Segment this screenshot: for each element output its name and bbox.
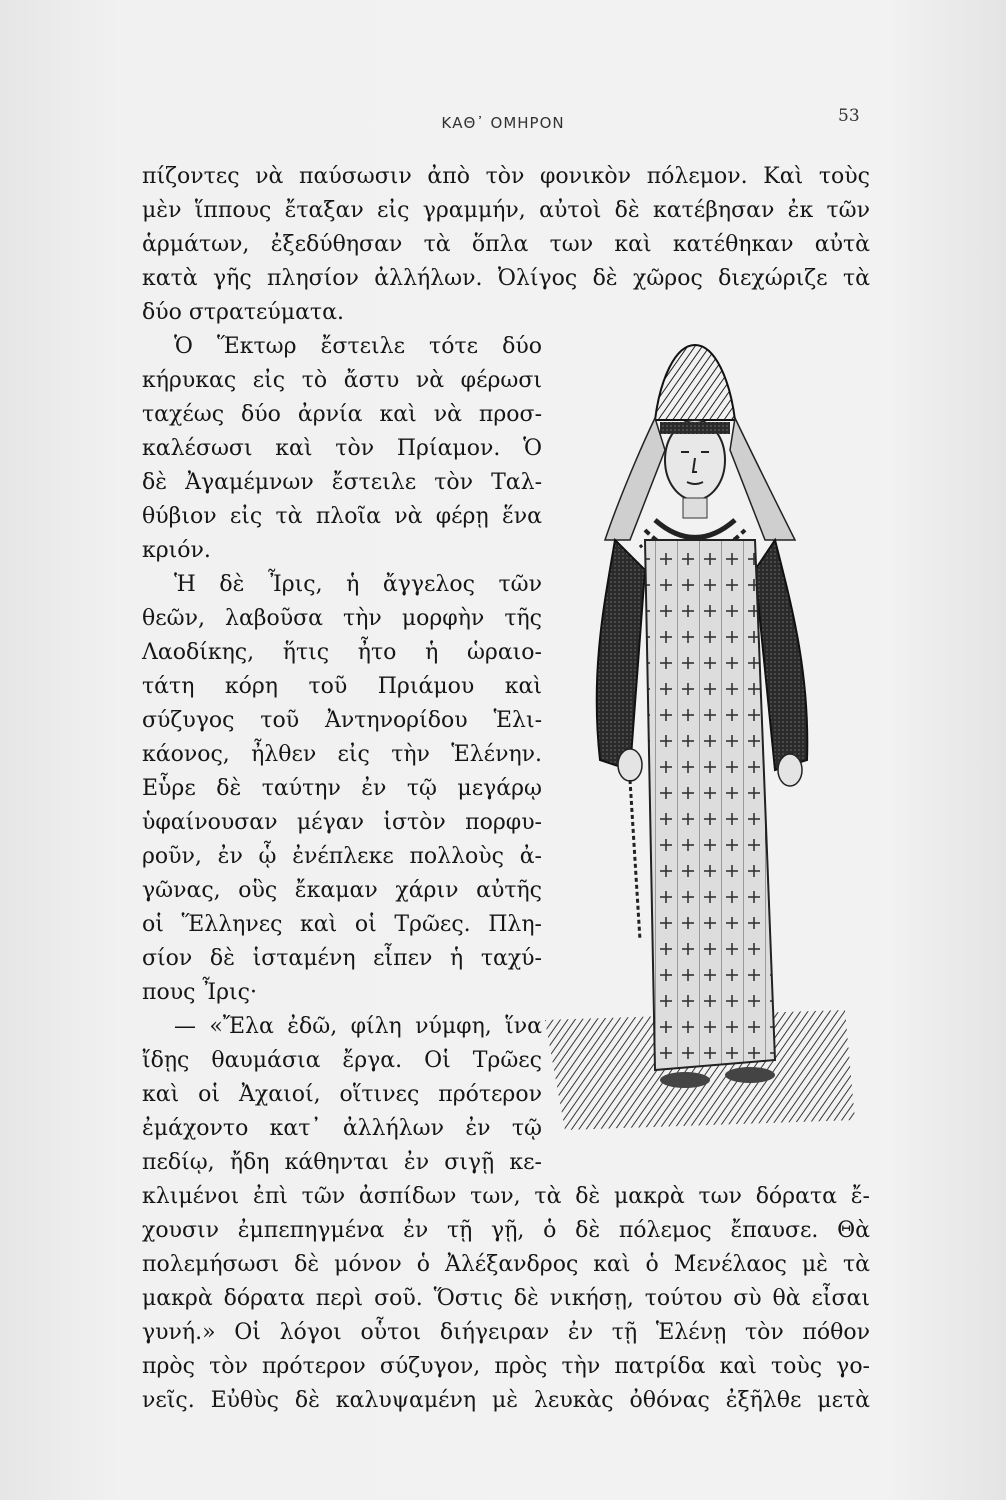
text-line: ταχέως δύο ἀρνία καὶ νὰ προσ- [142,402,542,427]
text-line: γῶνας, οὓς ἔκαμαν χάριν αὐτῆς [142,878,542,903]
text-line: ροῦν, ἐν ᾧ ἐνέπλεκε πολλοὺς ἀ- [142,844,542,869]
text-line: οἱ Ἕλληνες καὶ οἱ Τρῶες. Πλη- [142,912,542,937]
text-line: πεδίῳ, ἤδη κάθηνται ἐν σιγῇ κε- [142,1150,542,1175]
text-line: χουσιν ἐμπεπηγμένα ἐν τῇ γῇ, ὁ δὲ πόλεμος ἔπαυσε. Θὰ [142,1218,870,1243]
text-line: Ὁ Ἕκτωρ ἔστειλε τότε δύο [174,334,542,359]
text-line: Ἡ δὲ Ἶρις, ἡ ἄγγελος τῶν [174,572,542,597]
engraving-illustration [545,340,855,1140]
text-line: σύζυγος τοῦ Ἀντηνορίδου Ἑλι- [142,708,542,733]
text-line: πολεμήσωσι δὲ μόνον ὁ Ἀλέξανδρος καὶ ὁ Μενέλαος μὲ τὰ [142,1252,870,1277]
text-line: μὲν ἵππους ἔταξαν εἰς γραμμήν, αὐτοὶ δὲ κατέβησαν ἐκ τῶν [142,198,870,223]
text-line: δὲ Ἀγαμέμνων ἔστειλε τὸν Ταλ- [142,470,542,495]
text-line: νεῖς. Εὐθὺς δὲ καλυψαμένη μὲ λευκὰς ὀθόνας ἐξῆλθε μετὰ [142,1388,870,1413]
text-line: πους Ἶρις· [142,980,257,1005]
text-line: ἴδῃς θαυμάσια ἔργα. Οἱ Τρῶες [142,1048,542,1073]
text-line: μακρὰ δόρατα περὶ σοῦ. Ὅστις δὲ νικήσῃ, τούτου σὺ θὰ εἶσαι [142,1286,870,1311]
text-line: πίζοντες νὰ παύσωσιν ἀπὸ τὸν φονικὸν πόλεμον. Καὶ τοὺς [142,164,870,189]
text-line: — «Ἔλα ἐδῶ, φίλη νύμφη, ἵνα [174,1014,542,1039]
text-line: σίον δὲ ἱσταμένη εἶπεν ἡ ταχύ- [142,946,542,971]
text-line: θεῶν, λαβοῦσα τὴν μορφὴν τῆς [142,606,542,631]
text-line: κήρυκας εἰς τὸ ἄστυ νὰ φέρωσι [142,368,542,393]
text-line: ὑφαίνουσαν μέγαν ἱστὸν πορφυ- [142,810,542,835]
text-line: καλέσωσι καὶ τὸν Πρίαμον. Ὁ [142,436,542,461]
text-line: πρὸς τὸν πρότερον σύζυγον, πρὸς τὴν πατρίδα καὶ τοὺς γο- [142,1354,870,1379]
text-line: ἁρμάτων, ἐξεδύθησαν τὰ ὅπλα των καὶ κατέθηκαν αὐτὰ [142,232,870,257]
text-line: καὶ οἱ Ἀχαιοί, οἵτινες πρότερον [142,1082,542,1107]
text-line: Εὗρε δὲ ταύτην ἐν τῷ μεγάρῳ [142,776,542,801]
page-number: 53 [838,106,860,126]
text-line: τάτη κόρη τοῦ Πριάμου καὶ [142,674,542,699]
text-line: ἐμάχοντο κατ᾽ ἀλλήλων ἐν τῷ [142,1116,542,1141]
text-line: κλιμένοι ἐπὶ τῶν ἀσπίδων των, τὰ δὲ μακρὰ των δόρατα ἔ- [142,1184,870,1209]
text-line: γυνή.» Οἱ λόγοι οὗτοι διήγειραν ἐν τῇ Ἑλένῃ τὸν πόθον [142,1320,870,1345]
running-title: ΚΑΘ᾽ ΟΜΗΡΟΝ [441,114,565,132]
text-line: κατὰ γῆς πλησίον ἀλλήλων. Ὀλίγος δὲ χῶρος διεχώριζε τὰ [142,266,870,291]
text-line: Λαοδίκης, ἥτις ἦτο ἡ ὡραιο- [142,640,542,665]
text-line: δύο στρατεύματα. [142,300,344,325]
text-line: κάονος, ἦλθεν εἰς τὴν Ἑλένην. [142,742,542,767]
text-line: θύβιον εἰς τὰ πλοῖα νὰ φέρῃ ἕνα [142,504,542,529]
text-line: κριόν. [142,538,211,563]
